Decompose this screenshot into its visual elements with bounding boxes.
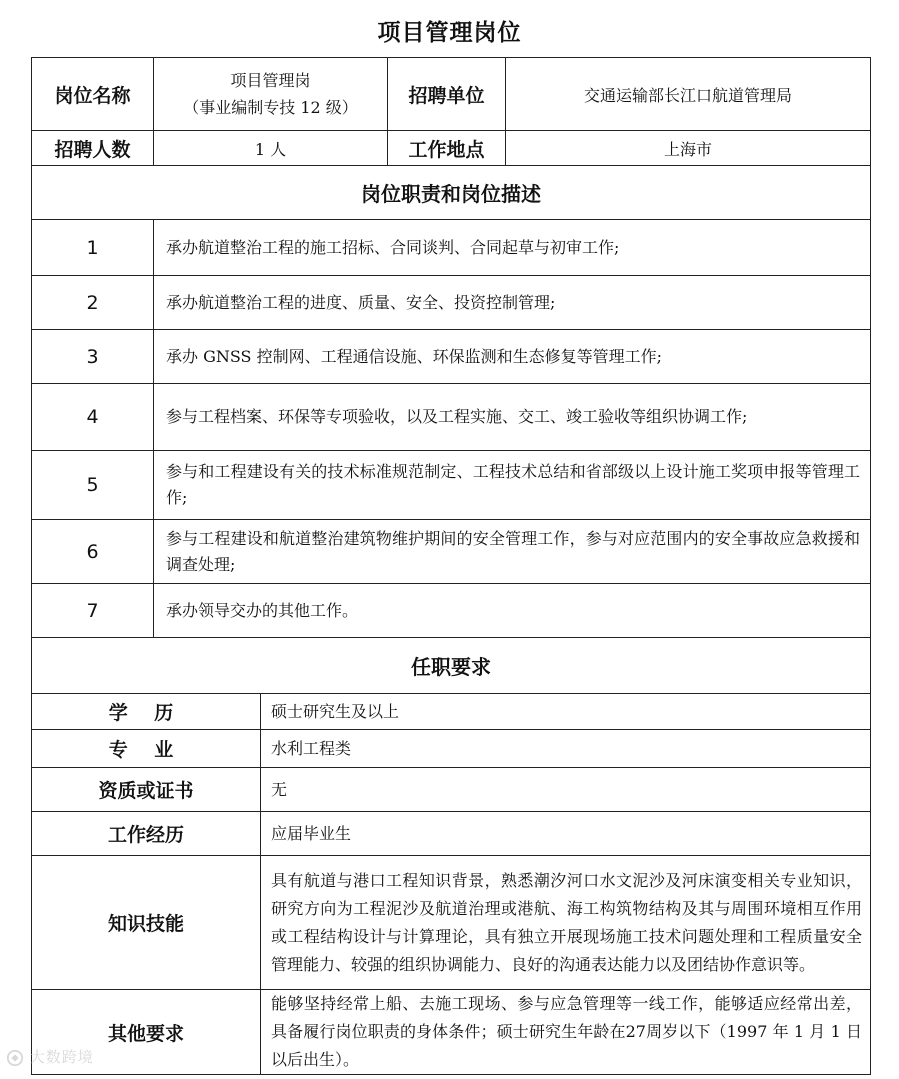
- duties-header-row: [32, 166, 871, 220]
- watermark-logo-icon: [6, 1049, 24, 1067]
- duty-text: 参与和工程建设有关的技术标准规范制定、工程技术总结和省部级以上设计施工奖项申报等管理工作;: [154, 451, 871, 520]
- other-value: 能够坚持经常上船、去施工现场、参与应急管理等一线工作，能够适应经常出差，具备履行岗位职责的身体条件；硕士研究生年龄在27周岁以下（1997 年 1 月 1 日以后出生）。: [261, 990, 871, 1075]
- duty-row: [32, 451, 871, 520]
- experience-label: 工作经历: [32, 812, 261, 856]
- skills-row: [32, 856, 871, 990]
- location-label: 工作地点: [388, 131, 506, 166]
- certificate-row: [32, 768, 871, 812]
- duty-number: 3: [32, 330, 154, 384]
- requirements-header-row: [32, 638, 871, 694]
- education-row: [32, 694, 871, 730]
- duty-number: 2: [32, 276, 154, 330]
- experience-value: 应届毕业生: [261, 812, 871, 856]
- duty-text: 承办领导交办的其他工作。: [154, 584, 871, 638]
- education-value: 硕士研究生及以上: [261, 694, 871, 730]
- duty-number: 6: [32, 520, 154, 584]
- requirements-section-title: 任职要求: [32, 638, 871, 694]
- other-row: [32, 990, 871, 1075]
- major-value: 水利工程类: [261, 730, 871, 768]
- position-name-label: 岗位名称: [32, 58, 154, 131]
- watermark: [6, 1046, 94, 1067]
- page-title: 项目管理岗位: [377, 20, 522, 46]
- duty-row: [32, 330, 871, 384]
- headcount-value: 1 人: [154, 131, 388, 166]
- duty-row: [32, 276, 871, 330]
- duty-text: 承办航道整治工程的进度、质量、安全、投资控制管理;: [154, 276, 871, 330]
- headcount-label: 招聘人数: [32, 131, 154, 166]
- duty-row: [32, 384, 871, 451]
- job-table: [31, 57, 871, 1075]
- education-label: 学 历: [32, 694, 261, 730]
- experience-row: [32, 812, 871, 856]
- duty-row: [32, 520, 871, 584]
- duties-section-title: 岗位职责和岗位描述: [32, 166, 871, 220]
- duty-number: 4: [32, 384, 154, 451]
- duty-number: 7: [32, 584, 154, 638]
- duty-text: 参与工程建设和航道整治建筑物维护期间的安全管理工作，参与对应范围内的安全事故应急救援和调查处理;: [154, 520, 871, 584]
- header-row-position: [32, 58, 871, 131]
- watermark-text: 大数跨境: [29, 1048, 94, 1066]
- position-grade-value: （事业编制专技 12 级）: [183, 98, 358, 117]
- location-value: 上海市: [506, 131, 871, 166]
- certificate-value: 无: [261, 768, 871, 812]
- major-label: 专 业: [32, 730, 261, 768]
- skills-value: 具有航道与港口工程知识背景，熟悉潮汐河口水文泥沙及河床演变相关专业知识，研究方向为工程泥沙及航道治理或港航、海工构筑物结构及其与周围环境相互作用或工程结构设计与计算理论，具有独立开展现场施工技术问题处理和工程质量安全管理能力、较强的组织协调能力、良好的沟通表达能力以及团结协作意识等。: [261, 856, 871, 990]
- employer-label: 招聘单位: [388, 58, 506, 131]
- skills-label: 知识技能: [32, 856, 261, 990]
- other-label: 其他要求: [32, 990, 261, 1075]
- duty-number: 1: [32, 220, 154, 276]
- employer-value: 交通运输部长江口航道管理局: [506, 58, 871, 131]
- duty-row: [32, 584, 871, 638]
- duty-text: 承办 GNSS 控制网、工程通信设施、环保监测和生态修复等管理工作;: [154, 330, 871, 384]
- certificate-label: 资质或证书: [32, 768, 261, 812]
- major-row: [32, 730, 871, 768]
- position-name-cell: [154, 58, 388, 131]
- duty-number: 5: [32, 451, 154, 520]
- position-name-value: 项目管理岗: [230, 71, 311, 90]
- duty-row: [32, 220, 871, 276]
- duty-text: 参与工程档案、环保等专项验收，以及工程实施、交工、竣工验收等组织协调工作;: [154, 384, 871, 451]
- header-row-headcount: [32, 131, 871, 166]
- duty-text: 承办航道整治工程的施工招标、合同谈判、合同起草与初审工作;: [154, 220, 871, 276]
